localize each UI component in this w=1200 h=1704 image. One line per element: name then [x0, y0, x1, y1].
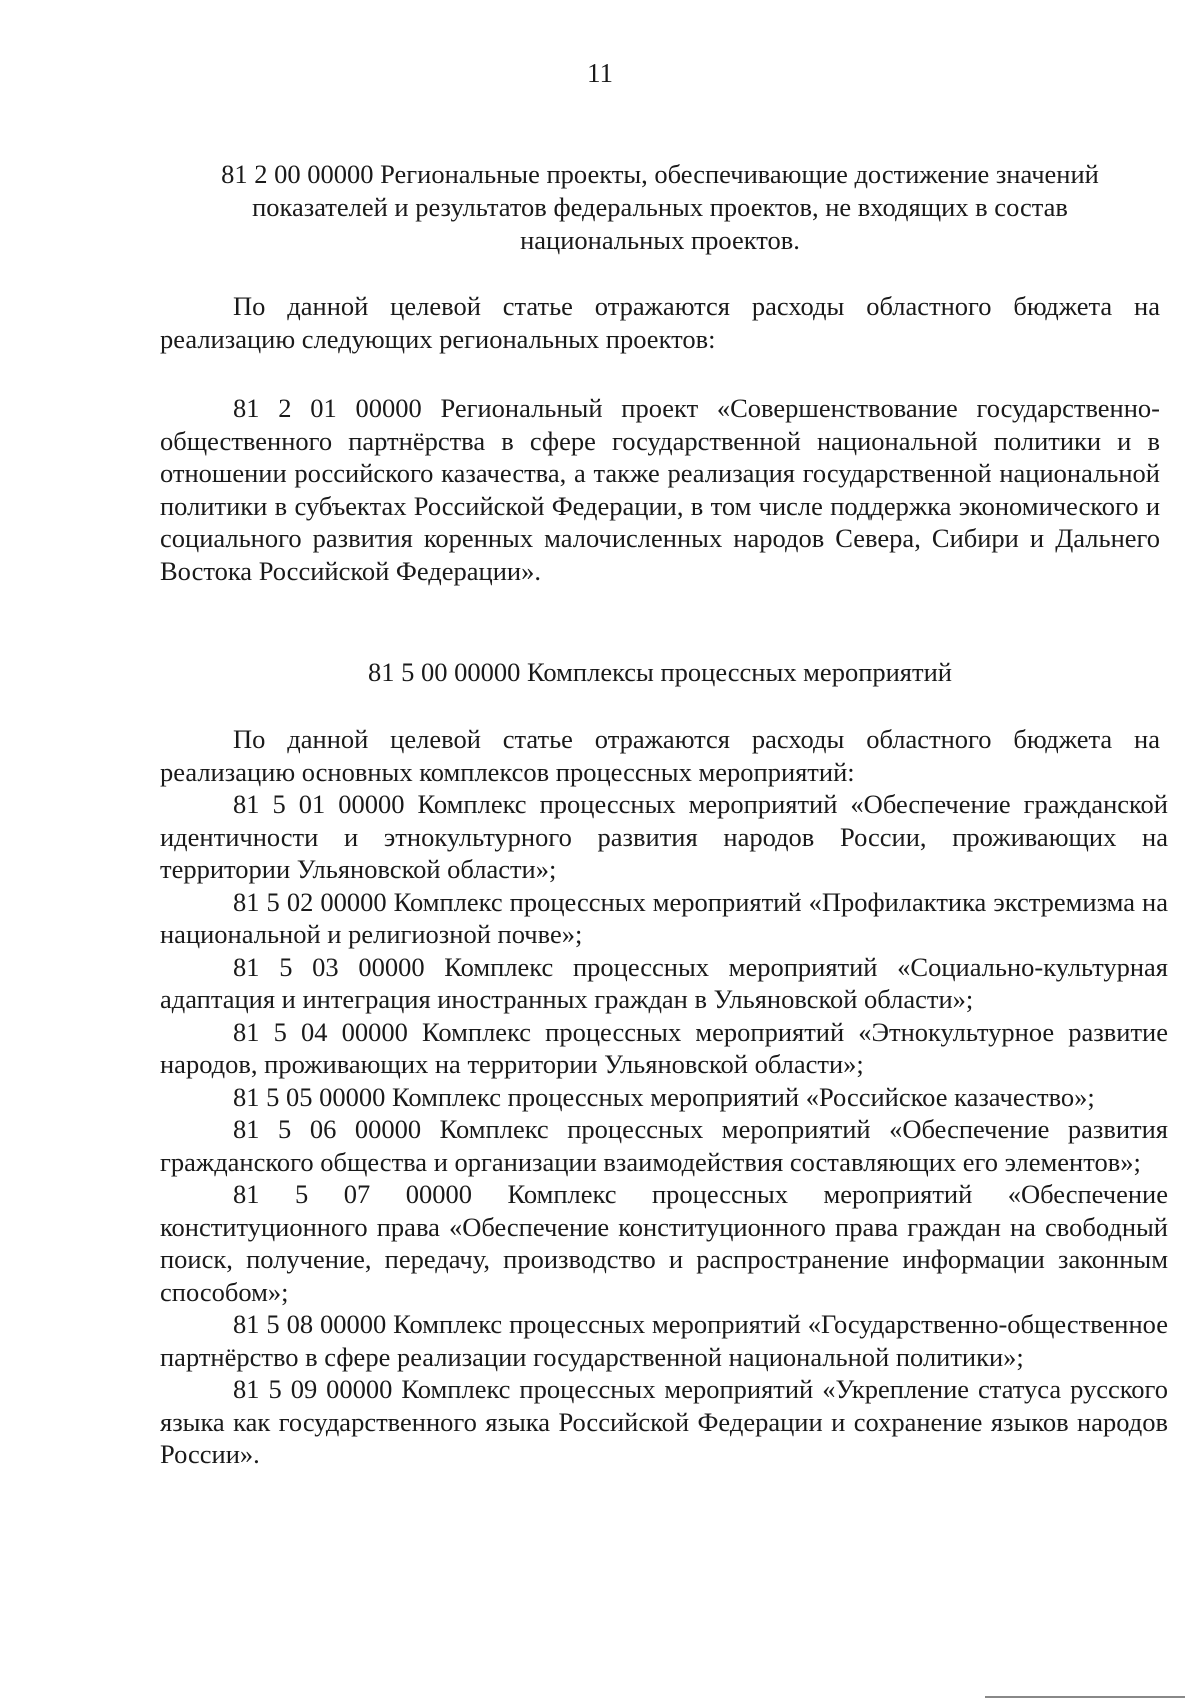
list-item: 81 5 02 00000 Комплекс процессных мероприятий «Профилактика экстремизма на национальной и религиозной почве»; [160, 886, 1168, 949]
list-item: 81 5 03 00000 Комплекс процессных мероприятий «Социально-культурная адаптация и интеграция иностранных граждан в Ульяновской области»; [160, 951, 1168, 1014]
list-item: 81 5 04 00000 Комплекс процессных мероприятий «Этнокультурное развитие народов, проживающих на территории Ульяновской области»; [160, 1016, 1168, 1079]
section-intro-process-complexes: По данной целевой статье отражаются расходы областного бюджета на реализацию основных комплексов процессных мероприятий: [160, 724, 1160, 787]
list-item: 81 5 05 00000 Комплекс процессных мероприятий «Российское казачество»; [233, 1081, 1095, 1112]
section-heading-regional-projects: 81 2 00 00000 Региональные проекты, обеспечивающие достижение значений показателей и результатов федеральных проектов, не входящих в состав национальных проектов. [221, 159, 1099, 255]
list-item: 81 5 08 00000 Комплекс процессных мероприятий «Государственно-общественное партнёрство в сфере реализации государственной национальной политики»; [160, 1309, 1168, 1372]
bottom-divider [985, 1696, 1185, 1698]
section-intro-regional-projects: По данной целевой статье отражаются расходы областного бюджета на реализацию следующих региональных проектов: [160, 291, 1160, 354]
section-heading-process-complexes: 81 5 00 00000 Комплексы процессных мероприятий [368, 657, 952, 687]
list-item: 81 5 07 00000 Комплекс процессных мероприятий «Обеспечение конституционного права «Обеспечение конституционного права граждан на свободный поиск, получение, передачу, производство и распространение информации законным способом»; [160, 1179, 1168, 1307]
page-number: 11 [587, 58, 613, 88]
list-item: 81 5 06 00000 Комплекс процессных мероприятий «Обеспечение развития гражданского общества и организации взаимодействия составляющих его элементов»; [160, 1114, 1168, 1177]
process-complex-list [160, 788, 1168, 1471]
list-item: 81 5 09 00000 Комплекс процессных мероприятий «Укрепление статуса русского языка как государственного языка Российской Федерации и сохранение языков народов России». [160, 1374, 1168, 1469]
list-item: 81 5 01 00000 Комплекс процессных мероприятий «Обеспечение гражданской идентичности и этнокультурного развития народов России, проживающих на территории Ульяновской области»; [160, 789, 1168, 884]
regional-project-entry: 81 2 01 00000 Региональный проект «Совершенствование государственно-общественного партнёрства в сфере государственной национальной политики и в отношении российского казачества, а также реализация государственной национальной политики в субъектах Российской Федерации, в том числе поддержка экономического и социального развития коренных малочисленных народов Севера, Сибири и Дальнего Востока Российской Федерации». [160, 393, 1160, 586]
